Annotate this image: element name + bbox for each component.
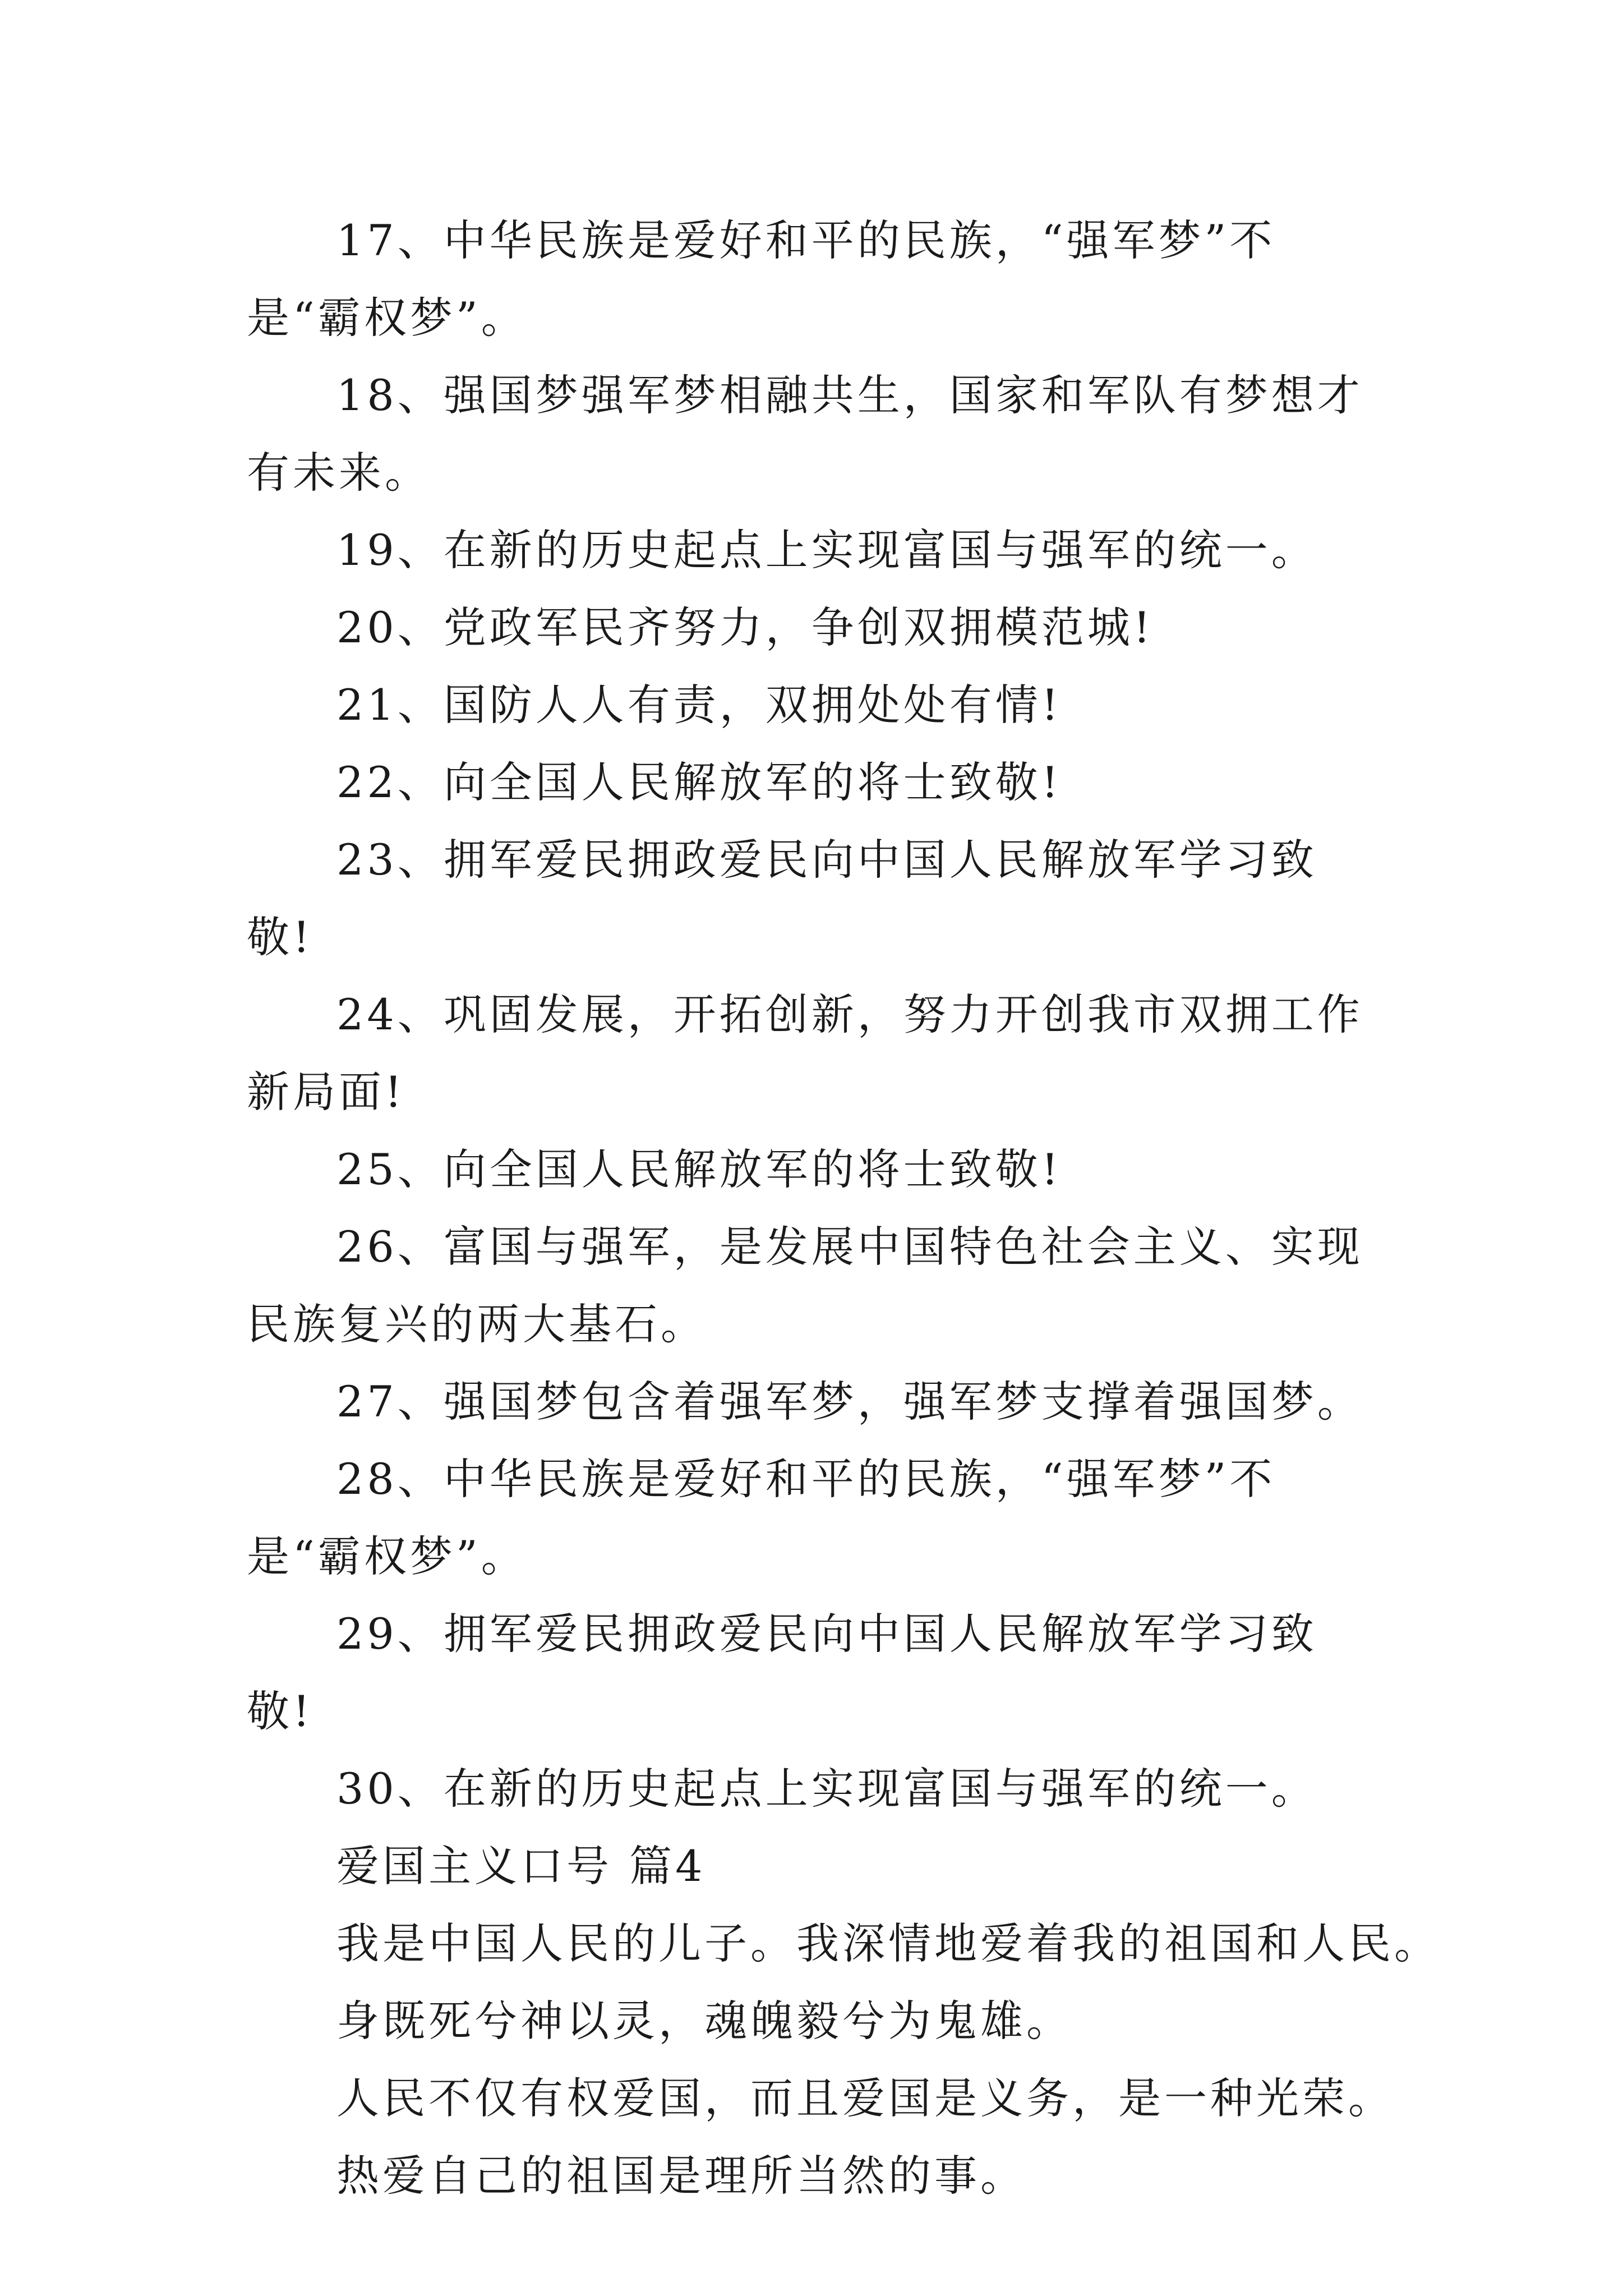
paragraph-20: 20、党政军民齐努力，争创双拥模范城! (336, 602, 1154, 652)
section-heading: 爱国主义口号 篇4 (336, 1841, 706, 1891)
paragraph-30: 30、在新的历史起点上实现富国与强军的统一。 (336, 1764, 1317, 1814)
slogan-line: 身既死兮神以灵，魂魄毅兮为鬼雄。 (336, 1996, 1072, 2046)
document-body (247, 202, 1440, 2215)
slogan-line: 热爱自己的祖国是理所当然的事。 (336, 2151, 1026, 2201)
paragraph-22: 22、向全国人民解放军的将士致敬! (336, 757, 1062, 807)
paragraph-19: 19、在新的历史起点上实现富国与强军的统一。 (336, 525, 1317, 575)
paragraph-21: 21、国防人人有责，双拥处处有情! (336, 680, 1062, 730)
paragraph-27: 27、强国梦包含着强军梦，强军梦支撑着强国梦。 (336, 1377, 1363, 1427)
slogan-line: 我是中国人民的儿子。我深情地爱着我的祖国和人民。 (336, 1918, 1440, 1968)
paragraph-17: 17、中华民族是爱好和平的民族，“强军梦”不是“霸权梦”。 (247, 215, 1276, 343)
paragraph-25: 25、向全国人民解放军的将士致敬! (336, 1144, 1062, 1194)
paragraph-29: 29、拥军爱民拥政爱民向中国人民解放军学习致敬! (247, 1609, 1317, 1736)
slogan-line: 人民不仅有权爱国，而且爱国是义务，是一种光荣。 (336, 2073, 1394, 2123)
paragraph-24: 24、巩固发展，开拓创新，努力开创我市双拥工作新局面! (247, 990, 1363, 1117)
paragraph-18: 18、强国梦强军梦相融共生，国家和军队有梦想才有未来。 (247, 370, 1363, 498)
paragraph-28: 28、中华民族是爱好和平的民族，“强军梦”不是“霸权梦”。 (247, 1454, 1276, 1581)
paragraph-23: 23、拥军爱民拥政爱民向中国人民解放军学习致敬! (247, 835, 1317, 962)
paragraph-26: 26、富国与强军，是发展中国特色社会主义、实现民族复兴的两大基石。 (247, 1222, 1363, 1349)
